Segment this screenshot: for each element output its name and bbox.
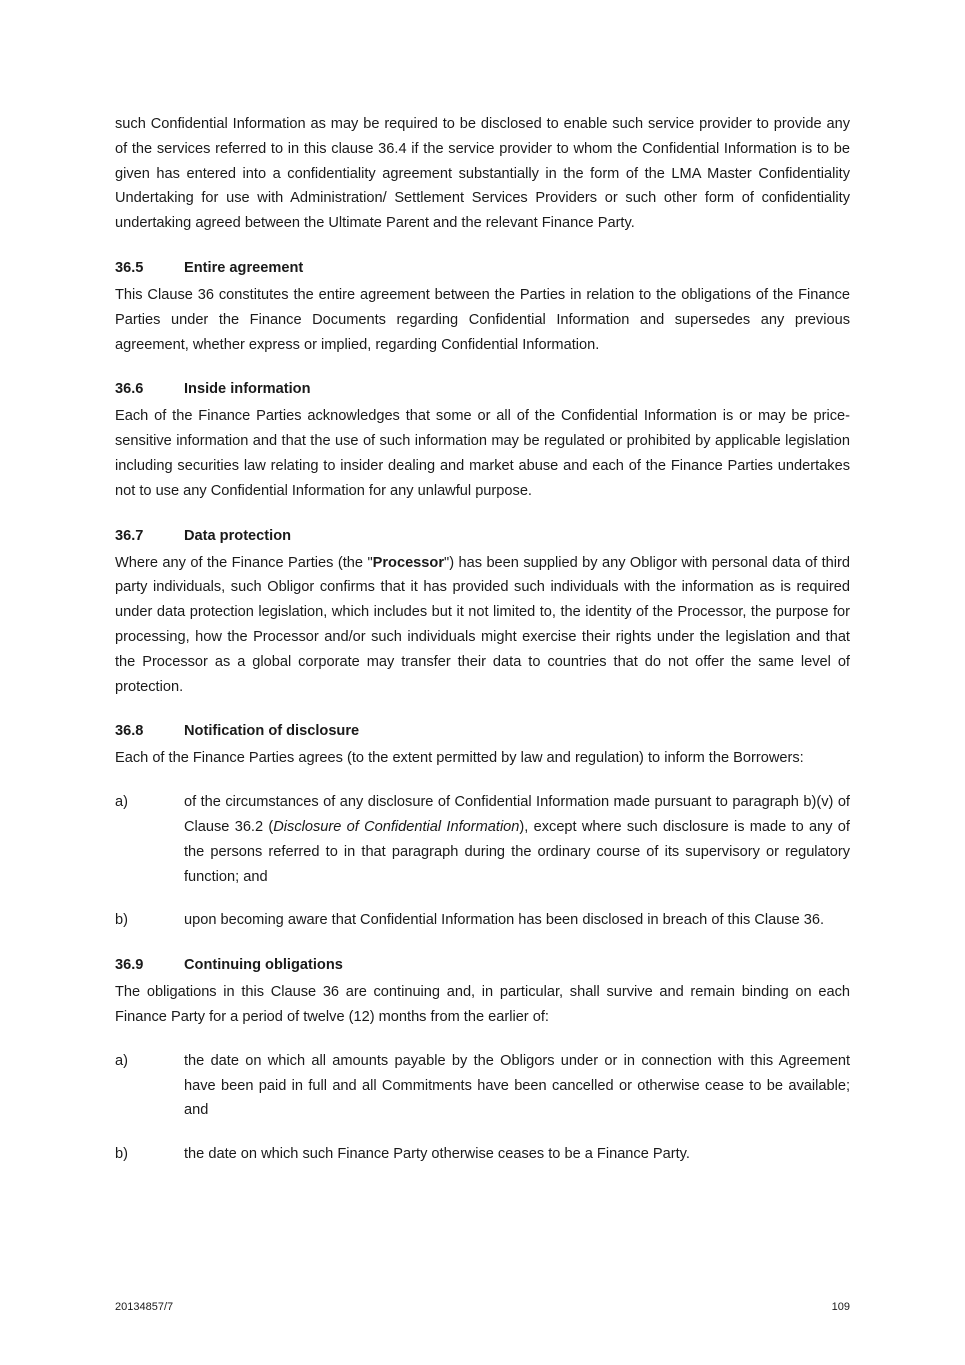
body-text: ") has been supplied by any Obligor with personal data of third party individuals, such Obligor confirms that it has provided such individuals with the information as is required under data protection legislation, which includes but it not limited to, the identity of the Processor, the purpose for processing, how the Processor and/or such individuals might exercise their rights under the legislation and that the Processor as a global corporate may transfer their data to countries that do not offer the same level of protection. [115, 554, 850, 695]
section-heading-36-6 [115, 377, 850, 401]
list-item-label: b) [115, 1146, 128, 1163]
section-number: 36.9 [115, 957, 144, 974]
section-body-36-5: This Clause 36 constitutes the entire agreement between the Parties in relation to the obligations of the Finance Parties under the Finance Documents regarding Confidential Information and supersedes any previous agreement, whether express or implied, regarding Confidential Information. [115, 286, 850, 353]
section-heading-36-5 [115, 256, 850, 280]
cross-reference-title: Disclosure of Confidential Information [273, 818, 520, 835]
list-item-label: a) [115, 1052, 128, 1069]
list-item-text: the date on which all amounts payable by the Obligors under or in connection with this Agreement have been paid in full and all Commitments have been cancelled or otherwise cease to be available; and [184, 1052, 850, 1119]
section-number: 36.8 [115, 723, 144, 740]
list-item-label: a) [115, 794, 128, 811]
intro-paragraph: such Confidential Information as may be required to be disclosed to enable such service provider to provide any of the services referred to in this clause 36.4 if the service provider to whom the Confidential Information is to be given has entered into a confidentiality agreement substantially in the form of the LMA Master Confidentiality Undertaking for use with Administration/ Settlement Services Providers or such other form of confidentiality undertaking agreed between the Ultimate Parent and the relevant Finance Party. [115, 116, 850, 232]
body-text: ), except where such disclosure is made to any of the persons referred to in that paragraph during the ordinary course of its supervisory or regulatory function; and [184, 818, 850, 885]
document-reference: 20134857/7 [115, 1301, 174, 1313]
section-body-36-9: The obligations in this Clause 36 are continuing and, in particular, shall survive and remain binding on each Finance Party for a period of twelve (12) months from the earlier of: [115, 984, 850, 1025]
defined-term: Processor [372, 554, 445, 571]
page-number: 109 [831, 1301, 850, 1313]
section-title: Inside information [184, 381, 311, 398]
body-text: Where any of the Finance Parties (the " [115, 554, 373, 571]
list-item-text: upon becoming aware that Confidential Information has been disclosed in breach of this Clause 36. [184, 912, 825, 929]
list-item [115, 790, 850, 889]
section-heading-36-8 [115, 719, 850, 743]
list-item-label: b) [115, 912, 128, 929]
section-number: 36.6 [115, 381, 144, 398]
section-heading-36-9 [115, 953, 850, 977]
section-number: 36.7 [115, 527, 144, 544]
section-number: 36.5 [115, 259, 144, 276]
section-body-36-7 [115, 551, 850, 700]
section-heading-36-7 [115, 524, 850, 548]
document-page [115, 112, 850, 1167]
list-item [115, 908, 850, 933]
section-title: Data protection [184, 527, 292, 544]
list-item-text: the date on which such Finance Party otherwise ceases to be a Finance Party. [184, 1146, 690, 1163]
section-body-36-6: Each of the Finance Parties acknowledges that some or all of the Confidential Information is or may be price-sensitive information and that the use of such information may be regulated or prohibited by applicable legislation including securities law relating to insider dealing and market abuse and each of the Finance Parties undertakes not to use any Confidential Information for any unlawful purpose. [115, 408, 850, 499]
section-title: Continuing obligations [184, 957, 343, 974]
section-body-36-8: Each of the Finance Parties agrees (to the extent permitted by law and regulation) to inform the Borrowers: [115, 750, 804, 767]
section-title: Notification of disclosure [184, 723, 360, 740]
list-item-text [184, 790, 850, 889]
list-item [115, 1049, 850, 1123]
list-item [115, 1142, 850, 1167]
page-footer [115, 1299, 850, 1315]
section-title: Entire agreement [184, 259, 304, 276]
body-text: of the circumstances of any disclosure of Confidential Information made pursuant to paragraph b)(v) of Clause 36.2 ( [184, 794, 850, 835]
